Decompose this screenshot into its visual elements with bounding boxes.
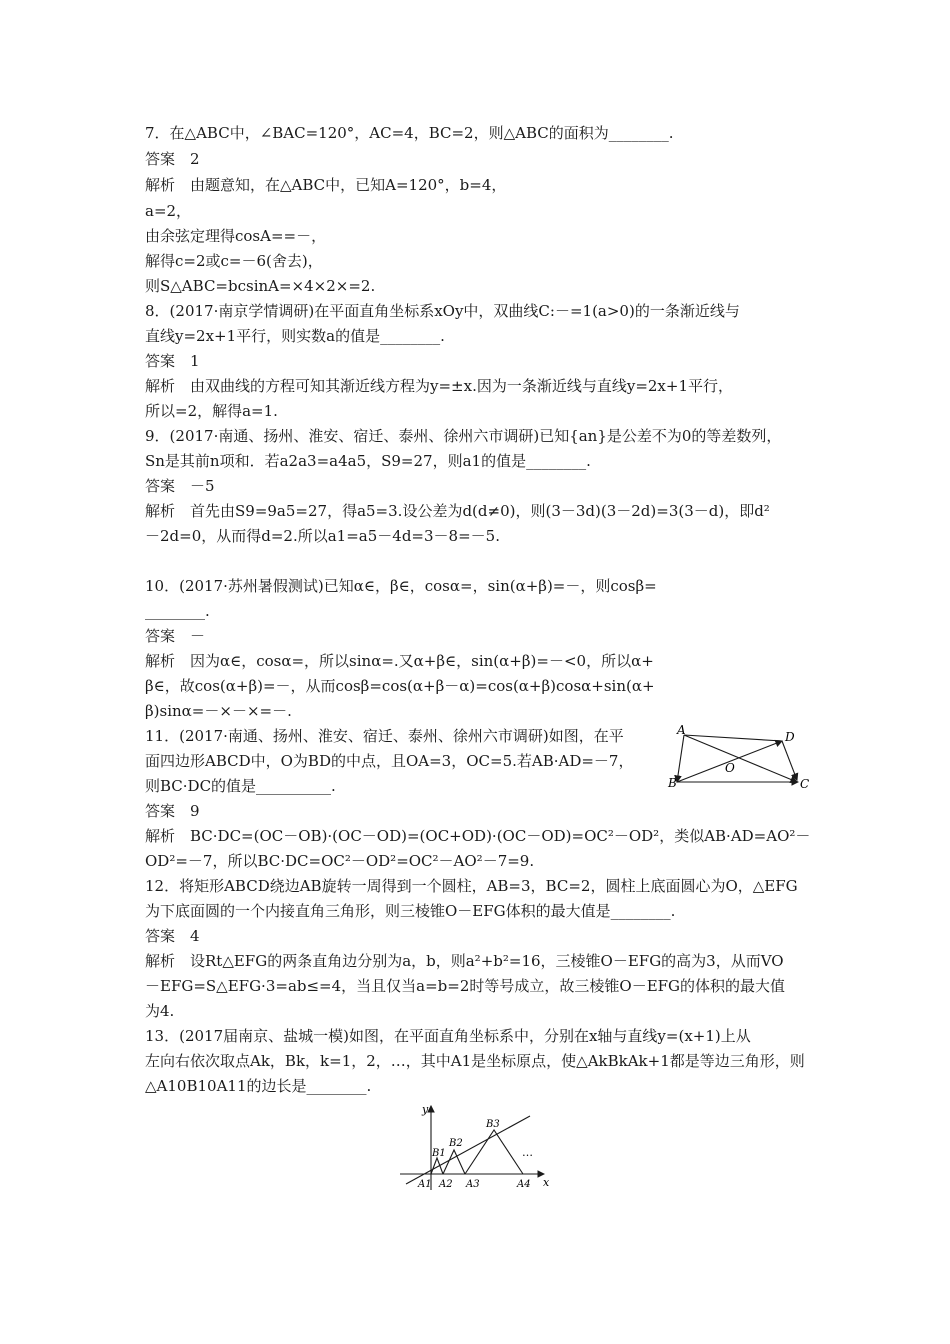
segment-ab [677, 735, 684, 782]
label-a: A [677, 723, 686, 737]
problem-9-solution-line-1: 解析 首先由S9=9a5=27，得a5=3.设公差为d(d≠0)，则(3－3d)(3－2d)=3(3－d)，即d² [145, 502, 770, 520]
label-a4: A4 [517, 1179, 531, 1190]
label-y-axis: y [422, 1103, 429, 1116]
problem-13-question-line-3: △A10B10A11的边长是________. [145, 1077, 372, 1095]
quadrilateral-abcd-figure [665, 722, 815, 794]
problem-9-question-line-1: 9．(2017·南通、扬州、淮安、宿迁、泰州、徐州六市调研)已知{an}是公差不为0的等差数列， [145, 427, 782, 445]
label-d: D [785, 730, 795, 744]
problem-12-question-line-2: 为下底面圆的一个内接直角三角形，则三棱锥O－EFG体积的最大值是________. [145, 902, 676, 920]
problem-12-solution-line-3: 为4. [145, 1002, 175, 1020]
problem-10-question-line-1: 10．(2017·苏州暑假测试)已知α∈，β∈，cosα=，sin(α+β)=－，则cosβ= [145, 577, 657, 595]
equilateral-triangles-figure [398, 1100, 558, 1192]
problem-7-question: 7．在△ABC中，∠BAC=120°，AC=4，BC=2，则△ABC的面积为________. [145, 124, 674, 142]
problem-10-answer: 答案 － [145, 627, 206, 645]
problem-10-solution-line-2: β∈，故cos(α+β)=－，从而cosβ=cos(α+β－α)=cos(α+β)cosα+sin(α+ [145, 677, 655, 695]
problem-8-question-line-1: 8．(2017·南京学情调研)在平面直角坐标系xOy中，双曲线C:－=1(a>0)的一条渐近线与 [145, 302, 740, 320]
problem-11-solution-line-2: OD²=－7，所以BC·DC=OC²－OD²=OC²－AO²－7=9. [145, 852, 535, 870]
problem-8-solution-line-2: 所以=2，解得a=1. [145, 402, 278, 420]
label-a3: A3 [466, 1179, 480, 1190]
label-c: C [800, 777, 810, 791]
problem-10-solution-line-3: β)sinα=－×－×=－. [145, 702, 292, 720]
label-b: B [668, 776, 677, 790]
label-o: O [725, 761, 735, 775]
segment-dc [782, 741, 797, 780]
triangle-a1-b1-a2 [431, 1158, 443, 1174]
problem-9-question-line-2: Sn是其前n项和．若a2a3=a4a5，S9=27，则a1的值是________. [145, 452, 591, 470]
problem-9-solution-line-2: －2d=0，从而得d=2.所以a1=a5－4d=3－8=－5. [145, 527, 500, 545]
problem-12-answer: 答案 4 [145, 927, 200, 945]
problem-12-question-line-1: 12．将矩形ABCD绕边AB旋转一周得到一个圆柱，AB=3，BC=2，圆柱上底面圆心为O，△EFG [145, 877, 798, 895]
segment-ad [684, 735, 782, 741]
problem-13-question-line-2: 左向右依次取点Ak，Bk，k=1，2，…，其中A1是坐标原点，使△AkBkAk+1都是等边三角形，则 [145, 1052, 805, 1070]
problem-11-question-line-2: 面四边形ABCD中，O为BD的中点，且OA=3，OC=5.若AB·AD=－7， [145, 752, 634, 770]
problem-11-solution-line-1: 解析 BC·DC=(OC－OB)·(OC－OD)=(OC+OD)·(OC－OD)=OC²－OD²，类似AB·AD=AO²－ [145, 827, 811, 845]
problem-8-solution-line-1: 解析 由双曲线的方程可知其渐近线方程为y=±x.因为一条渐近线与直线y=2x+1平行， [145, 377, 733, 395]
problem-11-answer: 答案 9 [145, 802, 200, 820]
problem-7-solution-line-2: a=2， [145, 202, 192, 220]
problem-13-question-line-1: 13．(2017届南京、盐城一模)如图，在平面直角坐标系中，分别在x轴与直线y=(x+1)上从 [145, 1027, 751, 1045]
label-a2: A2 [439, 1179, 453, 1190]
problem-7-solution-line-1: 解析 由题意知，在△ABC中，已知A=120°，b=4， [145, 176, 507, 194]
label-b1: B1 [432, 1148, 446, 1159]
problem-7-solution-line-4: 解得c=2或c=－6(舍去)， [145, 252, 323, 270]
problem-11-question-line-1: 11．(2017·南通、扬州、淮安、宿迁、泰州、徐州六市调研)如图，在平 [145, 727, 624, 745]
problem-7-solution-line-3: 由余弦定理得cosA==－， [145, 227, 327, 245]
label-a1: A1 [418, 1179, 432, 1190]
problem-7-answer: 答案 2 [145, 150, 200, 168]
label-b2: B2 [449, 1138, 463, 1149]
problem-10-question-line-2: ________. [145, 602, 210, 620]
problem-8-answer: 答案 1 [145, 352, 200, 370]
problem-8-question-line-2: 直线y=2x+1平行，则实数a的值是________. [145, 327, 445, 345]
problem-9-answer: 答案 －5 [145, 477, 215, 495]
triangle-a3-b3-a4 [465, 1130, 523, 1174]
problem-10-solution-line-1: 解析 因为α∈，cosα=，所以sinα=.又α+β∈，sin(α+β)=－<0，所以α+ [145, 652, 654, 670]
problem-11-question-line-3: 则BC·DC的值是__________. [145, 777, 336, 795]
label-ellipsis: … [522, 1146, 533, 1159]
label-x-axis: x [543, 1176, 550, 1189]
problem-12-solution-line-2: －EFG=S△EFG·3=ab≤=4，当且仅当a=b=2时等号成立，故三棱锥O－EFG的体积的最大值 [145, 977, 786, 995]
problem-12-solution-line-1: 解析 设Rt△EFG的两条直角边分别为a，b，则a²+b²=16，三棱锥O－EFG的高为3，从而VO [145, 952, 784, 970]
problem-7-solution-line-5: 则S△ABC=bcsinA=×4×2×=2. [145, 277, 376, 295]
label-b3: B3 [486, 1119, 500, 1130]
